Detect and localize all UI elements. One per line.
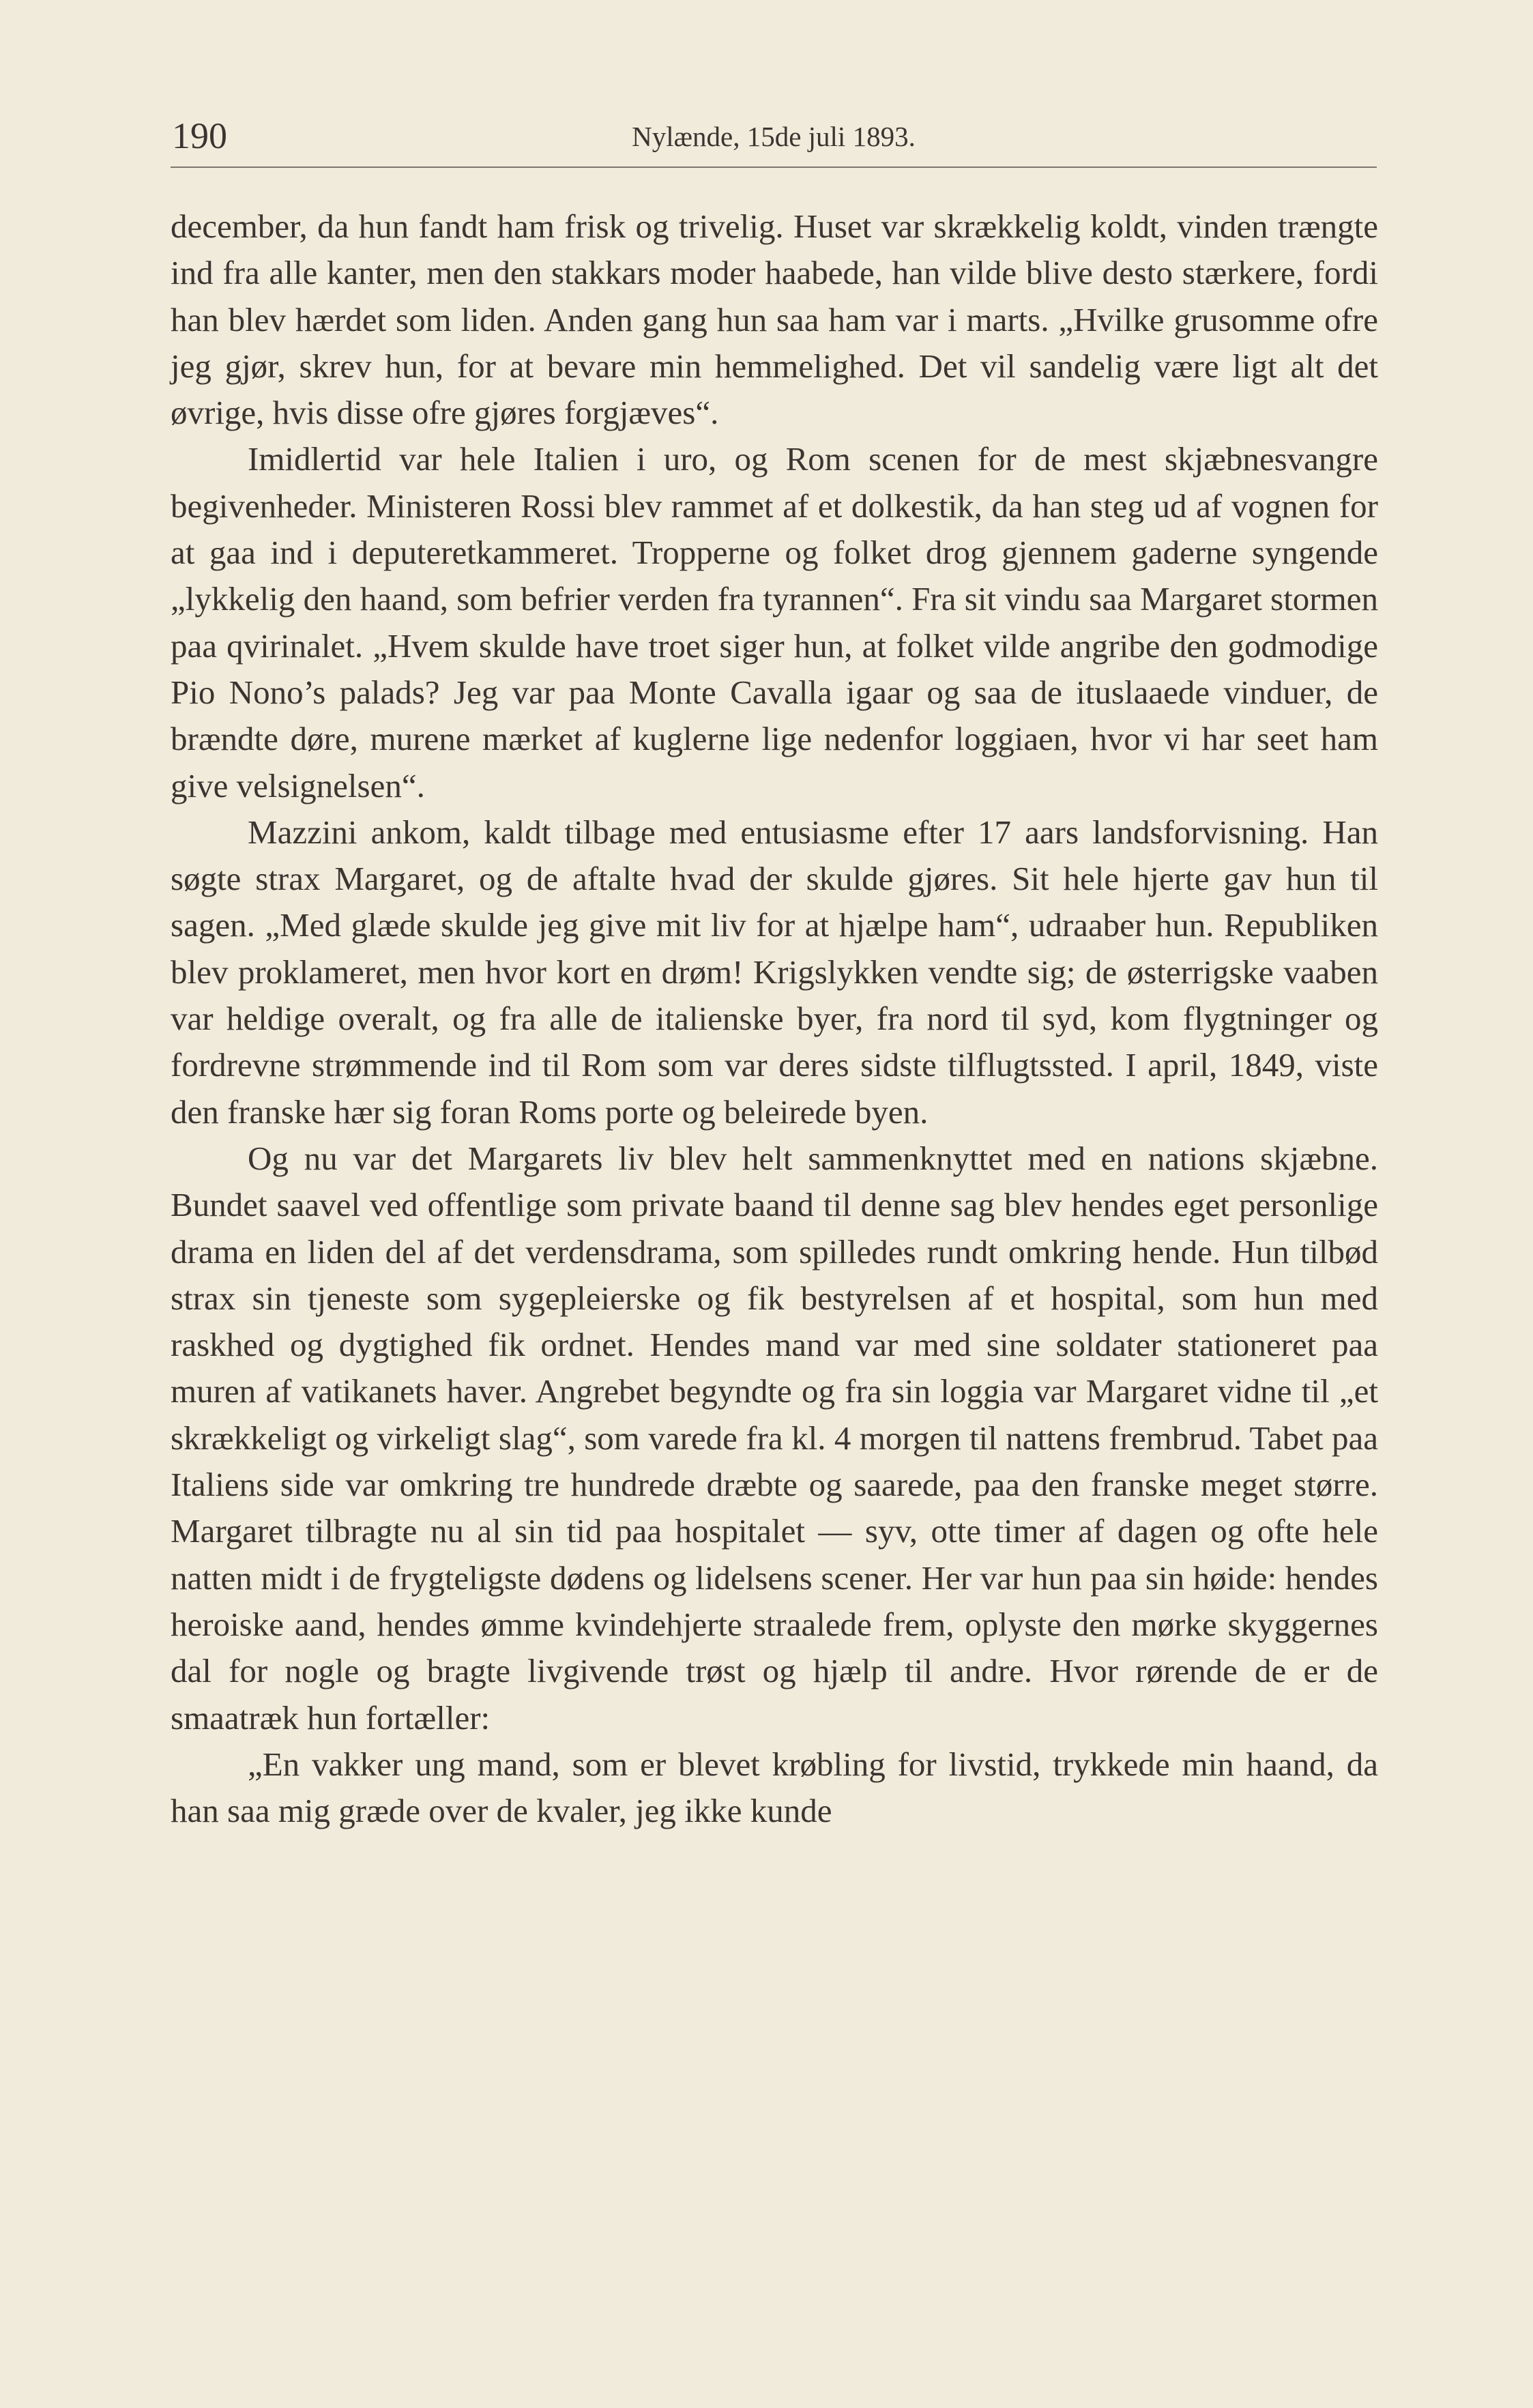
running-title: Nylænde, 15de juli 1893. — [632, 121, 916, 152]
paragraph-2: Imidlertid var hele Italien i uro, og Rom scenen for de mest skjæbnesvangre begivenheder. Ministeren Rossi blev rammet af et dolkestik, da han steg ud af vognen for at gaa ind i deputeretkammeret. Tropperne og folket drog gjennem gaderne syngende „lykkelig den haand, som befrier verden fra tyrannen“. Fra sit vindu saa Margaret stormen paa qvirinalet. „Hvem skulde have troet siger hun, at folket vilde angribe den godmodige Pio Nono’s palads? Jeg var paa Monte Cavalla igaar og saa de ituslaaede vinduer, de brændte døre, murene mærket af kuglerne lige nedenfor loggiaen, hvor vi har seet ham give velsignelsen“. — [171, 440, 1378, 804]
paragraph-5: „En vakker ung mand, som er blevet krøbling for livstid, trykkede min haand, da han saa mig græde over de kvaler, jeg ikke kunde — [171, 1745, 1378, 1830]
paragraph-1: december, da hun fandt ham frisk og trivelig. Huset var skrækkelig koldt, vinden trængte ind fra alle kanter, men den stakkars moder haabede, han vilde blive desto stærkere, fordi han blev hærdet som liden. Anden gang hun saa ham var i marts. „Hvilke grusomme ofre jeg gjør, skrev hun, for at bevare min hemmelighed. Det vil sandelig være ligt alt det øvrige, hvis disse ofre gjøres forgjæves“. — [171, 207, 1378, 432]
body-text — [171, 203, 1378, 1834]
paragraph-4: Og nu var det Margarets liv blev helt sammenknyttet med en nations skjæbne. Bundet saavel ved offentlige som private baand til denne sag blev hendes eget personlige drama en liden del af det verdensdrama, som spilledes rundt omkring hende. Hun tilbød strax sin tjeneste som sygepleierske og fik bestyrelsen af et hospital, som hun med raskhed og dygtighed fik ordnet. Hendes mand var med sine soldater stationeret paa muren af vatikanets haver. Angrebet begyndte og fra sin loggia var Margaret vidne til „et skrækkeligt og virkeligt slag“, som varede fra kl. 4 morgen til nattens frembrud. Tabet paa Italiens side var omkring tre hundrede dræbte og saarede, paa den franske meget større. Margaret tilbragte nu al sin tid paa hospitalet — syv, otte timer af dagen og ofte hele natten midt i de frygteligste dødens og lidelsens scener. Her var hun paa sin høide: hendes heroiske aand, hendes ømme kvindehjerte straalede frem, oplyste den mørke skyggernes dal for nogle og bragte livgivende trøst og hjælp til andre. Hvor rørende de er de smaatræk hun fortæller: — [171, 1139, 1378, 1737]
page-number: 190 — [172, 115, 227, 156]
paragraph-3: Mazzini ankom, kaldt tilbage med entusiasme efter 17 aars landsforvisning. Han søgte strax Margaret, og de aftalte hvad der skulde gjøres. Sit hele hjerte gav hun til sagen. „Med glæde skulde jeg give mit liv for at hjælpe ham“, udraaber hun. Republiken blev proklameret, men hvor kort en drøm! Krigslykken vendte sig; de østerrigske vaaben var heldige overalt, og fra alle de italienske byer, fra nord til syd, kom flygtninger og fordrevne strømmende ind til Rom som var deres sidste tilflugtssted. I april, 1849, viste den franske hær sig foran Roms porte og beleirede byen. — [171, 813, 1378, 1131]
page-header — [171, 115, 1377, 168]
